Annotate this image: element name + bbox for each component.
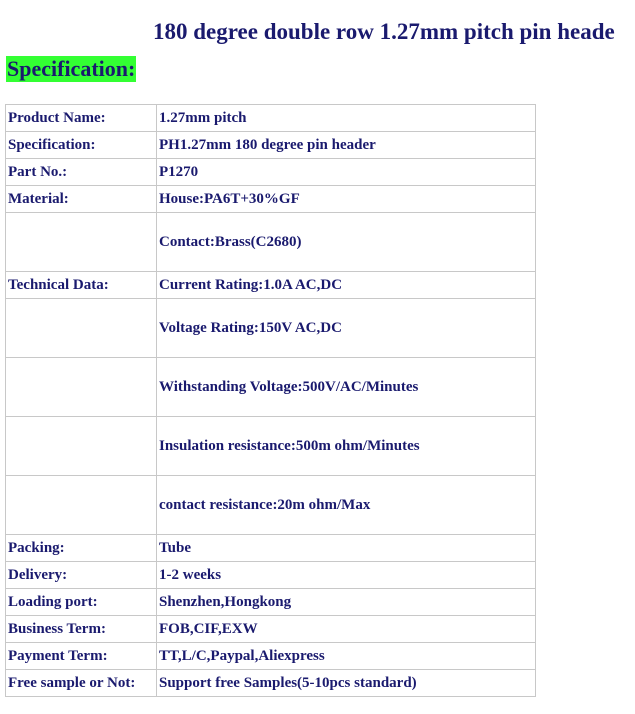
table-row xyxy=(6,589,536,616)
row-label: Loading port: xyxy=(6,589,157,616)
row-value: Current Rating:1.0A AC,DC xyxy=(157,272,536,299)
row-value: TT,L/C,Paypal,Aliexpress xyxy=(157,643,536,670)
row-value: Contact:Brass(C2680) xyxy=(157,213,536,272)
row-label: Payment Term: xyxy=(6,643,157,670)
table-row xyxy=(6,358,536,417)
row-label: Part No.: xyxy=(6,159,157,186)
row-label: Free sample or Not: xyxy=(6,670,157,697)
row-value: P1270 xyxy=(157,159,536,186)
row-value: 1-2 weeks xyxy=(157,562,536,589)
table-row xyxy=(6,535,536,562)
page-title: 180 degree double row 1.27mm pitch pin heade xyxy=(153,19,615,44)
row-value: Support free Samples(5-10pcs standard) xyxy=(157,670,536,697)
row-label xyxy=(6,476,157,535)
row-value: Voltage Rating:150V AC,DC xyxy=(157,299,536,358)
row-label: Packing: xyxy=(6,535,157,562)
row-value: Withstanding Voltage:500V/AC/Minutes xyxy=(157,358,536,417)
row-label: Material: xyxy=(6,186,157,213)
row-value: FOB,CIF,EXW xyxy=(157,616,536,643)
row-value: House:PA6T+30%GF xyxy=(157,186,536,213)
row-label xyxy=(6,299,157,358)
row-value: Tube xyxy=(157,535,536,562)
row-label: Product Name: xyxy=(6,105,157,132)
row-label: Technical Data: xyxy=(6,272,157,299)
table-row xyxy=(6,616,536,643)
specification-table xyxy=(5,104,536,697)
table-row xyxy=(6,186,536,213)
table-row xyxy=(6,105,536,132)
table-row xyxy=(6,299,536,358)
specification-table-body xyxy=(6,105,536,697)
table-row xyxy=(6,562,536,589)
table-row xyxy=(6,132,536,159)
row-value: Shenzhen,Hongkong xyxy=(157,589,536,616)
table-row xyxy=(6,159,536,186)
table-row xyxy=(6,670,536,697)
row-label xyxy=(6,358,157,417)
table-row xyxy=(6,417,536,476)
table-row xyxy=(6,476,536,535)
row-value: Insulation resistance:500m ohm/Minutes xyxy=(157,417,536,476)
row-value: 1.27mm pitch xyxy=(157,105,536,132)
row-value: PH1.27mm 180 degree pin header xyxy=(157,132,536,159)
row-label: Business Term: xyxy=(6,616,157,643)
row-label xyxy=(6,417,157,476)
row-label: Delivery: xyxy=(6,562,157,589)
table-row xyxy=(6,213,536,272)
table-row xyxy=(6,272,536,299)
row-label xyxy=(6,213,157,272)
row-label: Specification: xyxy=(6,132,157,159)
specification-heading: Specification: xyxy=(7,56,136,81)
row-value: contact resistance:20m ohm/Max xyxy=(157,476,536,535)
table-row xyxy=(6,643,536,670)
